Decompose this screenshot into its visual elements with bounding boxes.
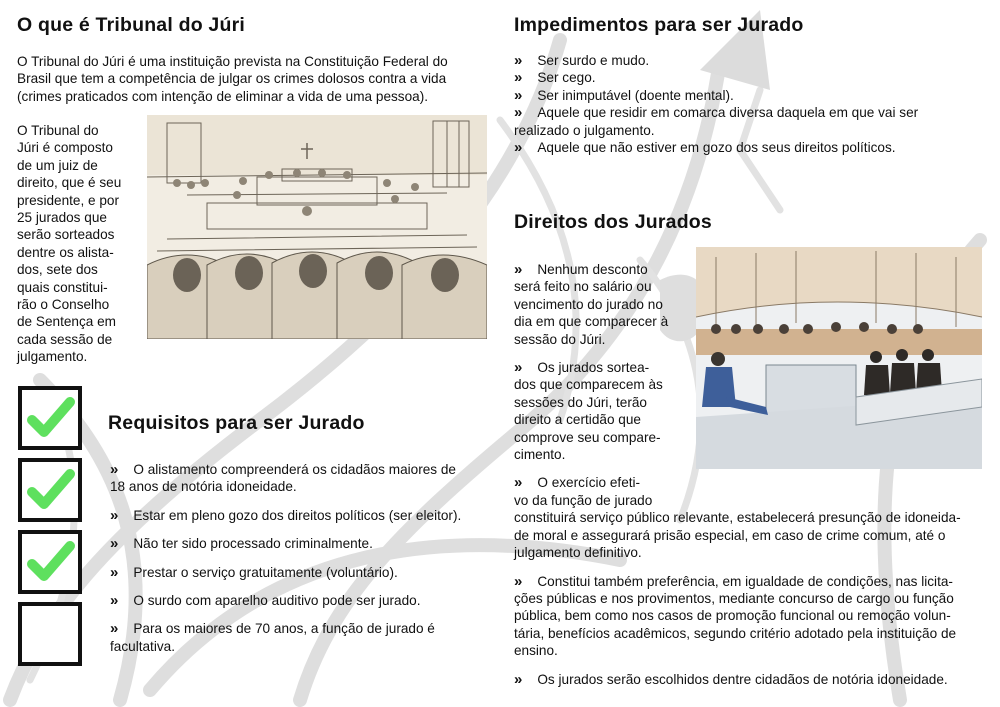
title-impedimentos: Impedimentos para ser Jurado [514,14,804,36]
title-tribunal: O que é Tribunal do Júri [17,14,245,36]
list-item-continuation: facultativa. [110,638,175,654]
bullet-icon: » [110,592,119,610]
list-item-continuation: cimento. [514,447,566,463]
bullet-icon: » [110,461,119,478]
checkbox-checked-3 [18,530,82,594]
list-item-continuation: dos que comparecem às [514,377,663,393]
title-direitos: Direitos dos Jurados [514,211,712,233]
composition-line: direito, que é seu [17,175,122,191]
composition-line: serão sorteados [17,227,115,243]
bullet-icon: » [514,52,523,69]
list-item: » Para os maiores de 70 anos, a função de jurado é [110,620,435,638]
composition-line: Júri é composto [17,140,113,156]
bullet-icon: » [514,104,523,122]
bullet-icon: » [110,506,119,524]
composition-line: de Sentença em [17,314,116,330]
composition-line: dos, sete dos [17,262,98,278]
composition-line: O Tribunal do [17,123,99,138]
composition-line: de um juiz de [17,157,98,173]
bullet-icon: » [110,620,119,638]
composition-line: quais constitui- [17,279,108,295]
list-item-continuation: será feito no salário ou [514,279,652,295]
bullet-icon: » [110,535,119,553]
courtroom-sketch-image [147,115,487,339]
tribunal-composition [17,122,121,366]
bullet-icon: » [514,474,523,492]
list-item-continuation: realizado o julgamento. [514,122,655,138]
bullet-icon: » [514,139,523,157]
checkbox-checked-2 [18,458,82,522]
list-item-continuation: ensino. [514,643,558,659]
list-item: » Aquele que residir em comarca diversa daquela em que vai ser [514,104,919,122]
list-item: » Ser cego. [514,69,596,87]
list-item-continuation: sessões do Júri, terão [514,394,647,410]
bullet-icon: » [514,86,523,104]
list-item: » Os jurados serão escolhidos dentre cidadãos de notória idoneidade. [514,670,948,688]
list-item-continuation: vencimento do jurado no [514,296,663,312]
composition-line: presidente, e por [17,192,120,208]
impedimentos-list [514,52,918,156]
list-item: » Ser surdo e mudo. [514,52,650,69]
bullet-icon: » [514,359,523,377]
intro-line: O Tribunal do Júri é uma instituição prevista na Constituição Federal do [17,54,448,69]
list-item-continuation: dia em que comparecer à [514,314,669,330]
list-item-continuation: de moral e assegurará prisão especial, em caso de crime comum, até o [514,527,946,543]
checkmark-icon [22,462,78,518]
list-item-continuation: tária, benefícios acadêmicos, segundo critério adotado pela instituição de [514,625,957,641]
list-item: » Nenhum desconto [514,261,648,278]
list-item: » O exercício efeti- [514,474,641,492]
bullet-icon: » [514,69,523,87]
tribunal-intro [17,53,448,105]
list-item: » O surdo com aparelho auditivo pode ser jurado. [110,592,421,610]
list-item: » Não ter sido processado criminalmente. [110,535,373,553]
checkmark-icon [22,390,78,446]
composition-line: rão o Conselho [17,297,110,313]
checkmark-icon [22,534,78,590]
bullet-icon: » [110,563,119,581]
list-item-continuation: direito a certidão que [514,412,641,428]
composition-line: 25 jurados que [17,210,107,226]
list-item: » Estar em pleno gozo dos direitos políticos (ser eleitor). [110,506,462,524]
list-item: » Ser inimputável (doente mental). [514,86,734,104]
composition-line: dentre os alista- [17,244,114,260]
list-item-continuation: sessão do Júri. [514,331,606,347]
list-item: » Os jurados sortea- [514,359,650,377]
list-item-continuation: 18 anos de notória idoneidade. [110,479,297,495]
requisitos-list [110,461,461,655]
intro-line: Brasil que tem a competência de julgar os crimes dolosos contra a vida [17,71,447,87]
list-item: » Constitui também preferência, em igualdade de condições, nas licita- [514,572,953,590]
checkbox-empty [18,602,82,666]
list-item-continuation: ções públicas e nos provimentos, mediante concurso de cargo ou função [514,590,954,606]
list-item-continuation: julgamento definitivo. [514,545,642,561]
list-item-continuation: comprove seu compare- [514,429,661,445]
bullet-icon: » [514,261,523,278]
list-item-continuation: pública, bem como nos casos de promoção funcional ou remoção volun- [514,608,951,624]
list-item: » Prestar o serviço gratuitamente (voluntário). [110,563,398,581]
direitos-list-top [514,261,961,688]
list-item: » O alistamento compreenderá os cidadãos maiores de [110,461,456,478]
list-item-continuation: constituirá serviço público relevante, estabelecerá presunção de idoneida- [514,510,961,526]
checkbox-checked-1 [18,386,82,450]
list-item-continuation: vo da função de jurado [514,492,653,508]
bullet-icon: » [514,572,523,590]
intro-line: (crimes praticados com intenção de eliminar a vida de uma pessoa). [17,88,429,104]
title-requisitos: Requisitos para ser Jurado [108,412,365,434]
bullet-icon: » [514,670,523,688]
composition-line: julgamento. [17,349,88,365]
list-item: » Aquele que não estiver em gozo dos seus direitos políticos. [514,139,896,157]
composition-line: cada sessão de [17,331,113,347]
